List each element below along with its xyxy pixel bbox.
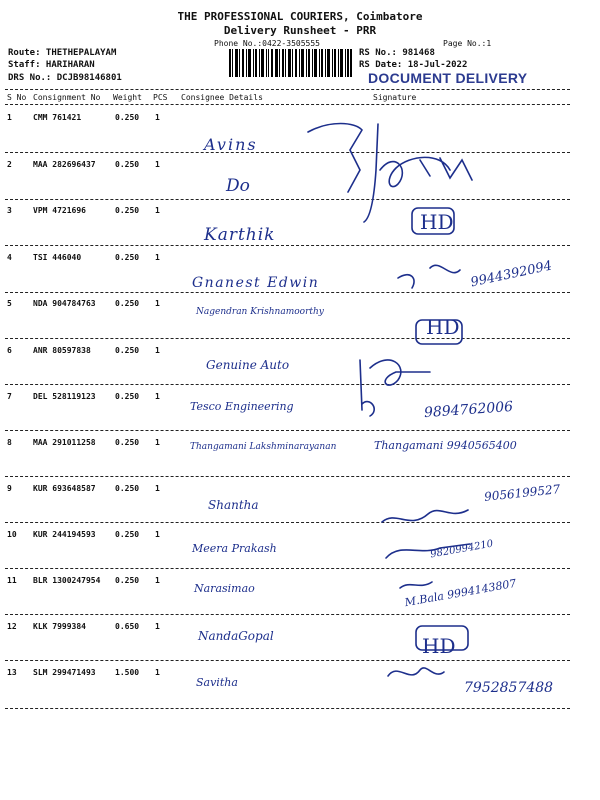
signature-handwriting: HD: [422, 634, 456, 658]
row-pcs: 1: [155, 253, 160, 262]
phone-number: Phone No.:0422-3505555: [214, 39, 320, 48]
signature-handwriting: Thangamani 9940565400: [374, 439, 517, 452]
consignee-handwriting: Shantha: [208, 498, 259, 512]
row-weight: 0.250: [115, 576, 140, 585]
row-consignment: MAA 291011258: [33, 438, 96, 447]
consignee-handwriting: Narasimao: [194, 582, 255, 595]
row-consignment: SLM 299471493: [33, 668, 96, 677]
row-consignment: NDA 904784763: [33, 299, 96, 308]
runsheet-title: Delivery Runsheet - PRR: [223, 24, 377, 37]
divider: [5, 89, 570, 90]
rs-date: RS Date: 18-Jul-2022: [359, 60, 468, 70]
consignee-handwriting: Nagendran Krishnamoorthy: [196, 307, 324, 317]
row-pcs: 1: [155, 484, 160, 493]
consignee-handwriting: Tesco Engineering: [190, 400, 294, 413]
consignee-handwriting: Meera Prakash: [192, 542, 277, 555]
row-sno: 5: [7, 299, 12, 308]
row-pcs: 1: [155, 206, 160, 215]
signature-handwriting: 9894762006: [423, 398, 514, 422]
row-weight: 0.250: [115, 484, 140, 493]
row-sno: 7: [7, 392, 12, 401]
row-weight: 0.250: [115, 392, 140, 401]
signature-handwriting: 9056199527: [483, 482, 561, 504]
col-signature: Signature: [373, 93, 417, 102]
row-pcs: 1: [155, 299, 160, 308]
document-delivery-stamp: DOCUMENT DELIVERY: [368, 70, 528, 86]
row-sno: 12: [7, 622, 17, 631]
col-weight: Weight: [113, 93, 142, 102]
row-consignment: KLK 7999384: [33, 622, 86, 631]
consignee-handwriting: Karthik: [204, 225, 276, 245]
signature-handwriting: 9944392094: [469, 258, 554, 291]
row-pcs: 1: [155, 346, 160, 355]
signature-handwriting: 7952857488: [464, 680, 554, 696]
consignee-handwriting: Genuine Auto: [206, 358, 290, 372]
row-consignment: ANR 80597838: [33, 346, 91, 355]
row-weight: 1.500: [115, 668, 140, 677]
row-sno: 2: [7, 160, 12, 169]
row-pcs: 1: [155, 160, 160, 169]
row-consignment: DEL 528119123: [33, 392, 96, 401]
row-weight: 0.250: [115, 299, 140, 308]
drs-number: DRS No.: DCJB98146801: [8, 73, 122, 83]
consignee-handwriting: Thangamani Lakshminarayanan: [190, 442, 337, 452]
row-consignment: BLR 1300247954: [33, 576, 101, 585]
rs-number: RS No.: 981468: [359, 48, 435, 58]
row-consignment: MAA 282696437: [33, 160, 96, 169]
row-pcs: 1: [155, 392, 160, 401]
row-weight: 0.250: [115, 206, 140, 215]
row-weight: 0.250: [115, 113, 140, 122]
row-weight: 0.250: [115, 160, 140, 169]
col-consignee: Consignee Details: [181, 93, 263, 102]
consignee-handwriting: Gnanest Edwin: [192, 275, 320, 291]
col-pcs: PCS: [153, 93, 168, 102]
row-sno: 6: [7, 346, 12, 355]
route-label: Route: THETHEPALAYAM: [8, 48, 117, 58]
row-pcs: 1: [155, 622, 160, 631]
row-pcs: 1: [155, 576, 160, 585]
row-sno: 8: [7, 438, 12, 447]
row-weight: 0.650: [115, 622, 140, 631]
row-consignment: KUR 244194593: [33, 530, 96, 539]
row-pcs: 1: [155, 668, 160, 677]
row-weight: 0.250: [115, 438, 140, 447]
signature-handwriting: 9820994210: [429, 538, 495, 561]
consignee-handwriting: Savitha: [196, 676, 238, 689]
row-weight: 0.250: [115, 530, 140, 539]
handwritten-signatures: [300, 110, 580, 730]
col-consignment: Consignment No: [33, 93, 101, 102]
row-sno: 3: [7, 206, 12, 215]
signature-handwriting: M.Bala 9994143807: [403, 576, 518, 610]
staff-label: Staff: HARIHARAN: [8, 60, 95, 70]
row-consignment: CMM 761421: [33, 113, 82, 122]
row-sno: 13: [7, 668, 17, 677]
row-weight: 0.250: [115, 253, 140, 262]
signature-handwriting: HD: [420, 210, 454, 234]
consignee-handwriting: Do: [226, 176, 250, 196]
divider: [5, 104, 570, 105]
row-consignment: TSI 446040: [33, 253, 82, 262]
row-sno: 11: [7, 576, 17, 585]
col-sno: S No: [7, 93, 27, 102]
row-pcs: 1: [155, 438, 160, 447]
page-number: Page No.:1: [443, 39, 492, 48]
row-pcs: 1: [155, 530, 160, 539]
row-sno: 4: [7, 253, 12, 262]
row-pcs: 1: [155, 113, 160, 122]
consignee-handwriting: Avins: [204, 135, 258, 154]
row-sno: 10: [7, 530, 17, 539]
row-consignment: KUR 693648587: [33, 484, 96, 493]
row-consignment: VPM 4721696: [33, 206, 86, 215]
consignee-handwriting: NandaGopal: [198, 629, 274, 643]
signature-handwriting: HD: [426, 315, 460, 339]
row-sno: 9: [7, 484, 12, 493]
row-weight: 0.250: [115, 346, 140, 355]
company-title: THE PROFESSIONAL COURIERS, Coimbatore: [177, 10, 423, 23]
row-sno: 1: [7, 113, 12, 122]
barcode-image: [229, 49, 352, 77]
